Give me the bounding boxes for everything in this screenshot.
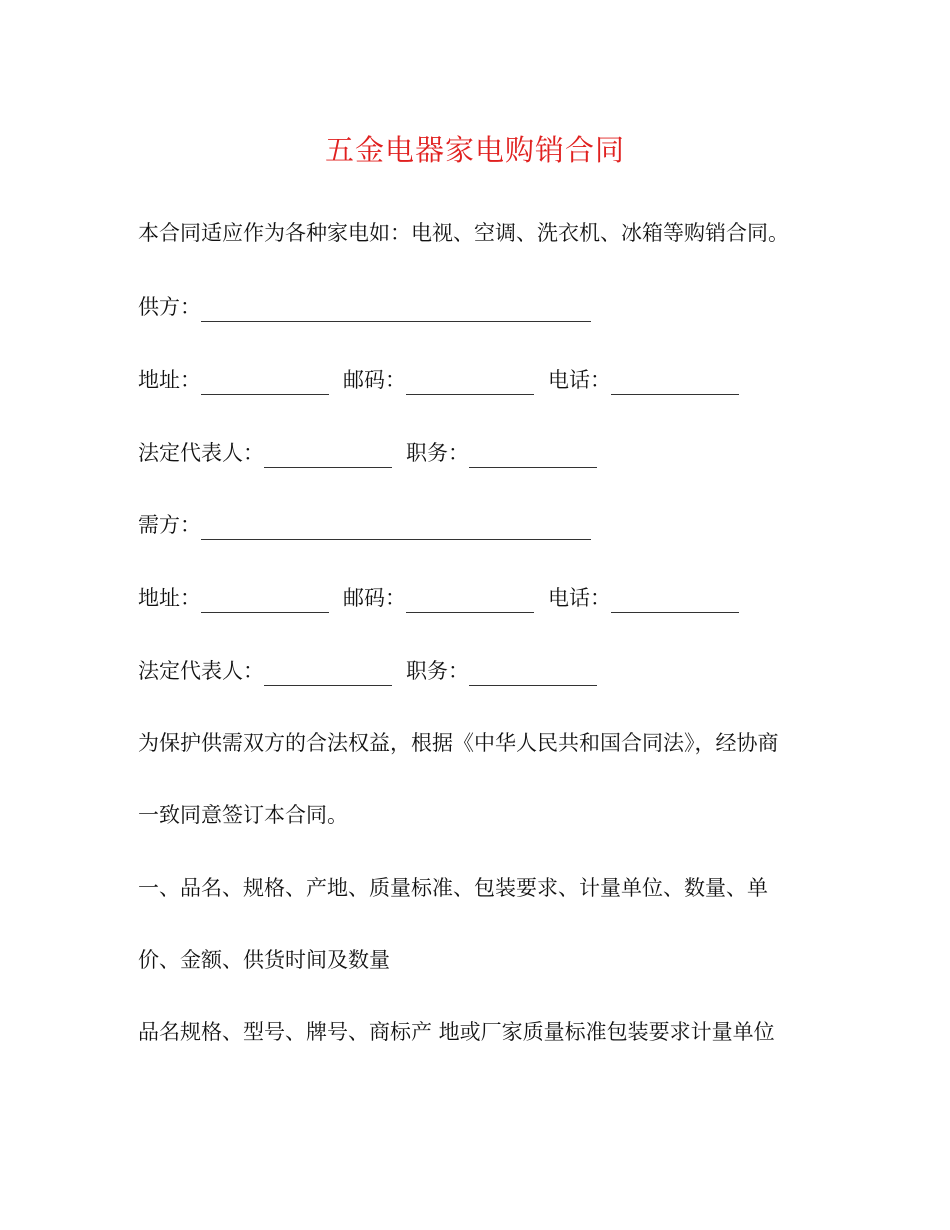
buyer-position-field[interactable] xyxy=(469,663,597,686)
paragraph-1-cont: 一致同意签订本合同。 xyxy=(138,803,348,827)
paragraph-1: 为保护供需双方的合法权益，根据《中华人民共和国合同法》，经协商 xyxy=(138,731,779,755)
supplier-position-field[interactable] xyxy=(469,445,597,468)
buyer-position-label: 职务： xyxy=(406,659,469,683)
buyer-phone-field[interactable] xyxy=(611,590,739,613)
supplier-rep-label: 法定代表人： xyxy=(138,441,264,465)
buyer-contact-row xyxy=(138,583,753,613)
supplier-rep-row xyxy=(138,438,611,468)
section-1-heading-cont: 价、金额、供货时间及数量 xyxy=(138,948,390,972)
supplier-contact-row xyxy=(138,365,753,395)
buyer-rep-row xyxy=(138,656,611,686)
buyer-label: 需方： xyxy=(138,513,201,537)
table-header-text: 品名规格、型号、牌号、商标产 地或厂家质量标准包装要求计量单位 xyxy=(138,1020,775,1044)
buyer-postcode-label: 邮码： xyxy=(343,586,406,610)
supplier-postcode-field[interactable] xyxy=(406,372,534,395)
buyer-address-label: 地址： xyxy=(138,586,201,610)
supplier-phone-label: 电话： xyxy=(548,368,611,392)
buyer-name-field[interactable] xyxy=(201,517,591,540)
document-title: 五金电器家电购销合同 xyxy=(324,133,625,167)
supplier-label: 供方： xyxy=(138,295,201,319)
supplier-phone-field[interactable] xyxy=(611,372,739,395)
supplier-address-label: 地址： xyxy=(138,368,201,392)
intro-text: 本合同适应作为各种家电如：电视、空调、洗衣机、冰箱等购销合同。 xyxy=(138,221,789,245)
section-1-heading: 一、品名、规格、产地、质量标准、包装要求、计量单位、数量、单 xyxy=(138,876,768,900)
buyer-postcode-field[interactable] xyxy=(406,590,534,613)
supplier-name-field[interactable] xyxy=(201,299,591,322)
supplier-rep-field[interactable] xyxy=(264,445,392,468)
buyer-phone-label: 电话： xyxy=(548,586,611,610)
supplier-address-field[interactable] xyxy=(201,372,329,395)
buyer-row xyxy=(138,510,605,540)
supplier-position-label: 职务： xyxy=(406,441,469,465)
buyer-rep-field[interactable] xyxy=(264,663,392,686)
supplier-row xyxy=(138,292,605,322)
supplier-postcode-label: 邮码： xyxy=(343,368,406,392)
buyer-rep-label: 法定代表人： xyxy=(138,659,264,683)
buyer-address-field[interactable] xyxy=(201,590,329,613)
